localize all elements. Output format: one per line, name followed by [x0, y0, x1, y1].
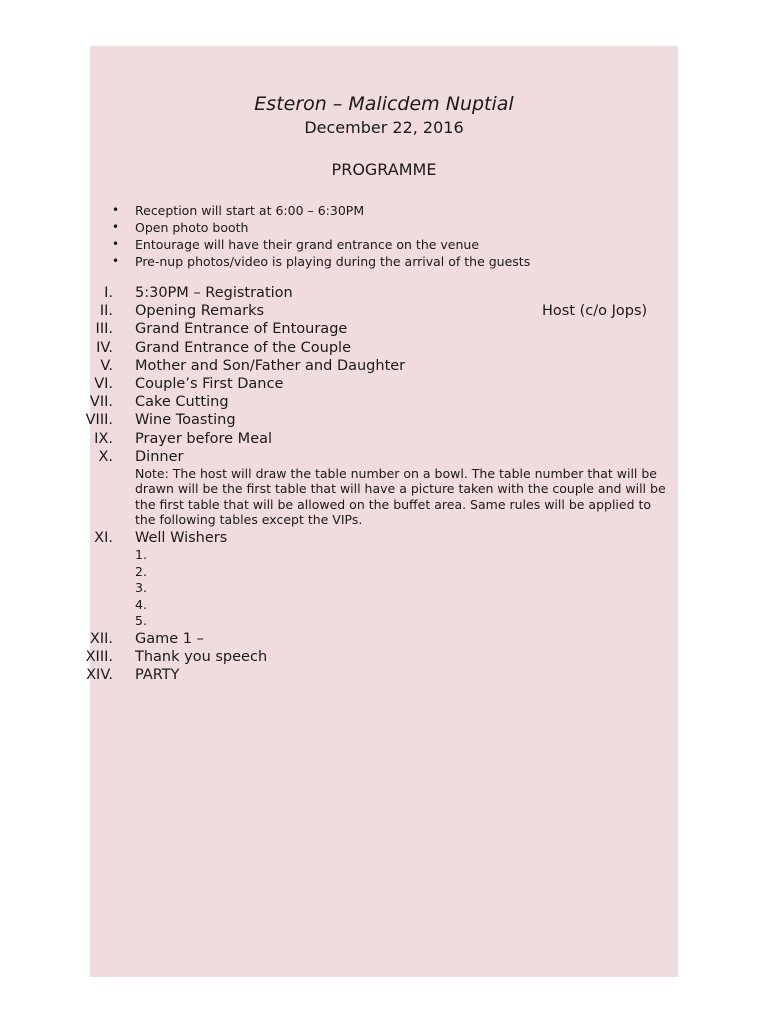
slot-number: 4.: [135, 596, 147, 612]
item-number: II.: [99, 303, 113, 320]
item-label: Opening Remarks: [135, 303, 265, 320]
item-label: Well Wishers: [135, 529, 228, 546]
programme-item: [90, 393, 678, 411]
item-host: Host (c/o Jops): [542, 303, 648, 320]
item-label: Grand Entrance of Entourage: [135, 321, 348, 338]
programme-heading: PROGRAMME: [331, 160, 437, 179]
programme-item: [90, 357, 678, 375]
bullet-icon: •: [112, 254, 120, 268]
list-item: [90, 253, 678, 270]
bullet-icon: •: [112, 220, 120, 234]
well-wisher-slot: [90, 597, 678, 614]
item-label: Grand Entrance of the Couple: [135, 339, 351, 356]
dinner-note: Note: The host will draw the table number on a bowl. The table number that will be drawn will be the first table that will have a picture taken with the couple and will be the first table that will be allowed on the buffet area. Same rules will be applied to the following tables except the VIPs.: [135, 465, 666, 528]
item-number: VII.: [89, 394, 113, 411]
item-number: V.: [100, 357, 113, 374]
item-label: Thank you speech: [135, 649, 268, 666]
slot-number: 5.: [135, 613, 147, 629]
list-item: [90, 202, 678, 219]
item-label: Prayer before Meal: [135, 430, 273, 447]
programme-item: [85, 411, 678, 429]
item-number: XIII.: [85, 649, 113, 666]
well-wisher-slot: [90, 547, 678, 564]
item-number: VI.: [94, 375, 113, 392]
slot-number: 1.: [135, 547, 147, 563]
programme-item: [90, 302, 678, 320]
document-page: [85, 46, 678, 977]
programme-item: [85, 648, 678, 666]
list-item: [90, 219, 678, 236]
item-number: IV.: [96, 339, 113, 356]
item-label: Dinner: [135, 448, 184, 465]
note-text: Reception will start at 6:00 – 6:30PM: [135, 203, 365, 218]
slot-number: 3.: [135, 580, 147, 596]
item-number: III.: [95, 321, 113, 338]
item-label: Cake Cutting: [135, 394, 229, 411]
list-item: [90, 236, 678, 253]
item-number: XII.: [89, 631, 113, 648]
item-label: 5:30PM – Registration: [135, 285, 293, 301]
programme-item: [90, 430, 678, 448]
programme-item: [90, 448, 678, 466]
item-label: Game 1 –: [135, 631, 204, 648]
bullet-icon: •: [112, 237, 120, 251]
programme-item: [90, 320, 678, 338]
programme-item: [90, 339, 678, 357]
item-label: Couple’s First Dance: [135, 375, 284, 392]
item-number: VIII.: [85, 412, 113, 429]
programme-item: [86, 666, 678, 684]
item-number: XI.: [94, 529, 113, 546]
well-wisher-slot: [90, 564, 678, 581]
well-wisher-slot: [90, 613, 678, 630]
document-title: Esteron – Malicdem Nuptial: [254, 93, 514, 115]
programme-item: [90, 375, 678, 393]
programme-item: [90, 630, 678, 648]
well-wisher-slot: [90, 580, 678, 597]
note-text: Open photo booth: [135, 220, 249, 235]
programme-item: [90, 529, 678, 547]
note-text: Entourage will have their grand entrance on the venue: [135, 237, 480, 252]
item-number: X.: [98, 448, 113, 465]
slot-number: 2.: [135, 563, 147, 579]
note-text: Pre-nup photos/video is playing during the arrival of the guests: [135, 254, 531, 269]
programme-list: [85, 284, 678, 685]
item-label: Mother and Son/Father and Daughter: [135, 357, 406, 374]
item-label: Wine Toasting: [135, 412, 236, 429]
notes-list: [90, 202, 678, 270]
programme-item: [90, 284, 678, 302]
item-number: IX.: [94, 430, 113, 447]
item-number: I.: [104, 285, 113, 301]
item-number: XIV.: [86, 667, 113, 684]
event-date: December 22, 2016: [304, 118, 464, 137]
item-label: PARTY: [135, 667, 180, 684]
bullet-icon: •: [112, 203, 120, 217]
